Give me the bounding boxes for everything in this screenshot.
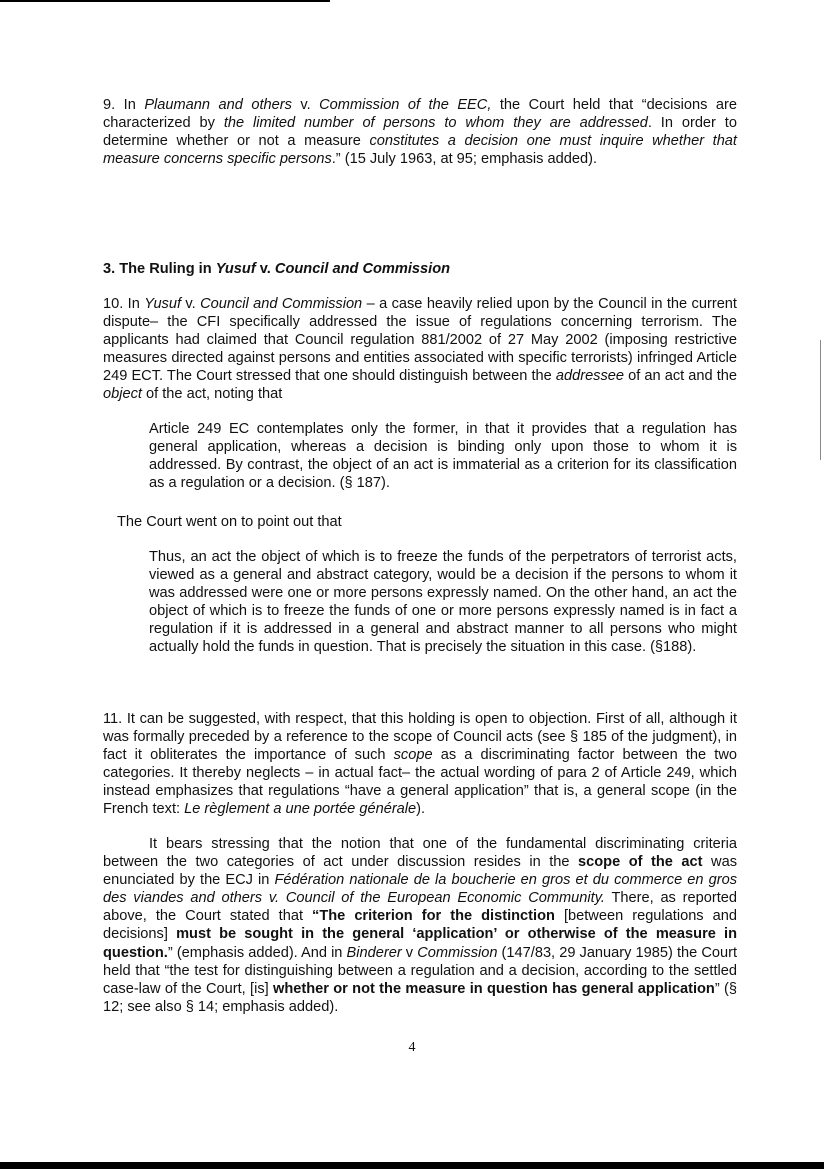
p12-text-5: ” (emphasis added). And in (167, 944, 347, 961)
p12-text-7: (147/83, 29 January 1985) the Court held that “the test for distinguishing between a regulation and a decision, according to the settled case-law of the Court, [is] (103, 944, 738, 997)
p10-text-4: of an act and the (624, 368, 737, 385)
p9-emphasis-2: constitutes a decision one must inquire whether that measure concerns specific persons (103, 133, 737, 168)
paragraph-10 (103, 295, 737, 404)
p9-text-3: the Court held that “decisions are characterized by (103, 97, 737, 132)
right-scan-edge (820, 340, 821, 460)
p12-case-name: Fédération nationale de la boucherie en gros et du commerce en gros des viandes and others v. Council of the European Economic Community. (103, 872, 738, 907)
p12-bold-1: scope of the act (578, 854, 703, 871)
p10-text-1: 10. In (103, 296, 145, 312)
p10-text-2: v. (181, 296, 201, 312)
p10-case-party-1: Yusuf (144, 296, 182, 312)
block-quote-2: Thus, an act the object of which is to freeze the funds of the perpetrators of terrorist acts, viewed as a general and abstract category, would be a decision if the persons to whom it was addressed were one or more persons expressly named. On the other hand, an act the object of which is to freeze the funds of one or more persons expressly named is in fact a regulation if it is addressed in a general and abstract manner to all persons who might actually hold the funds in question. That is precisely the situation in this case. (§188). (149, 549, 737, 656)
p10-case-party-2: Council and Commission (200, 296, 363, 312)
went-on-line: The Court went on to point out that (117, 514, 342, 530)
p12-text-1: It bears stressing that the notion that one of the fundamental discriminating criteria between the two categories of act under discussion resides in the (103, 836, 737, 871)
p12-bold-3: must be sought in the general ‘application’ or otherwise of the measure in question. (103, 926, 737, 961)
p12-text-2: was enunciated by the ECJ in (103, 854, 737, 889)
page-number: 4 (408, 1040, 416, 1055)
p9-text-2: v. (291, 97, 320, 113)
p9-text-5: .” (15 July 1963, at 95; emphasis added). (331, 151, 598, 168)
heading-versus: v. (255, 261, 275, 277)
p10-text-5: of the act, noting that (141, 386, 283, 403)
top-border-line (0, 0, 330, 2)
p10-object: object (103, 386, 142, 403)
p9-case-party: Commission of the EEC, (319, 97, 492, 113)
block-quote-1: Article 249 EC contemplates only the former, in that it provides that a regulation has general application, whereas a decision is binding only upon those to whom it is addressed. By contrast, the object of an act is immaterial as a criterion for its classification as a regulation or a decision. (§ 187). (149, 421, 737, 492)
p10-addressee: addressee (555, 368, 625, 385)
p12-text-3: There, as reported above, the Court stated that (103, 890, 737, 925)
section-heading (103, 260, 737, 278)
paragraph-12 (103, 835, 737, 1016)
p9-text-4: . In order to determine whether or not a measure (103, 115, 737, 150)
bottom-border-line (0, 1162, 824, 1169)
p11-text-3: ). (416, 801, 426, 818)
p12-text-4: [between regulations and decisions] (103, 908, 737, 943)
paragraph-9 (103, 96, 737, 168)
p9-case-name: Plaumann and others (144, 97, 292, 113)
p11-text-2: as a discriminating factor between the two categories. It thereby neglects – in actual fact– the actual wording of para 2 of Article 249, which instead emphasizes that regulations “have a general application” that is, a general scope (in the French text: (103, 747, 737, 818)
p11-french-quote: Le règlement a une portée générale (184, 801, 417, 818)
heading-party-1: Yusuf (215, 261, 256, 277)
p12-bold-2: “The criterion for the distinction (312, 908, 555, 925)
heading-party-2: Council and Commission (274, 261, 451, 277)
p12-binderer: Binderer (346, 944, 402, 961)
p12-commission: Commission (417, 944, 498, 961)
p9-emphasis-1: the limited number of persons to whom they are addressed (223, 115, 648, 132)
p10-text-3: – a case heavily relied upon by the Council in the current dispute– the CFI specifically addressed the issue of regulations concerning terrorism. The applicants had claimed that Council regulation 881/2002 of 27 May 2002 (imposing restrictive measures directed against persons and entities associated with specific terrorists) infringed Article 249 ECT. The Court stressed that one should distinguish between the (103, 296, 737, 385)
p11-scope: scope (393, 747, 433, 764)
p9-text-1: 9. In (103, 97, 145, 113)
p12-text-6: v (401, 944, 418, 961)
paragraph-11 (103, 710, 737, 819)
heading-prefix: 3. The Ruling in (103, 261, 216, 277)
p11-text-1: 11. It can be suggested, with respect, that this holding is open to objection. First of all, although it was formally preceded by a reference to the scope of Council acts (see § 185 of the judgment), in fact it obliterates the importance of such (103, 711, 737, 764)
p12-bold-4: whether or not the measure in question has general application (273, 980, 715, 997)
p12-text-8: ” (§ 12; see also § 14; emphasis added). (103, 980, 737, 1015)
